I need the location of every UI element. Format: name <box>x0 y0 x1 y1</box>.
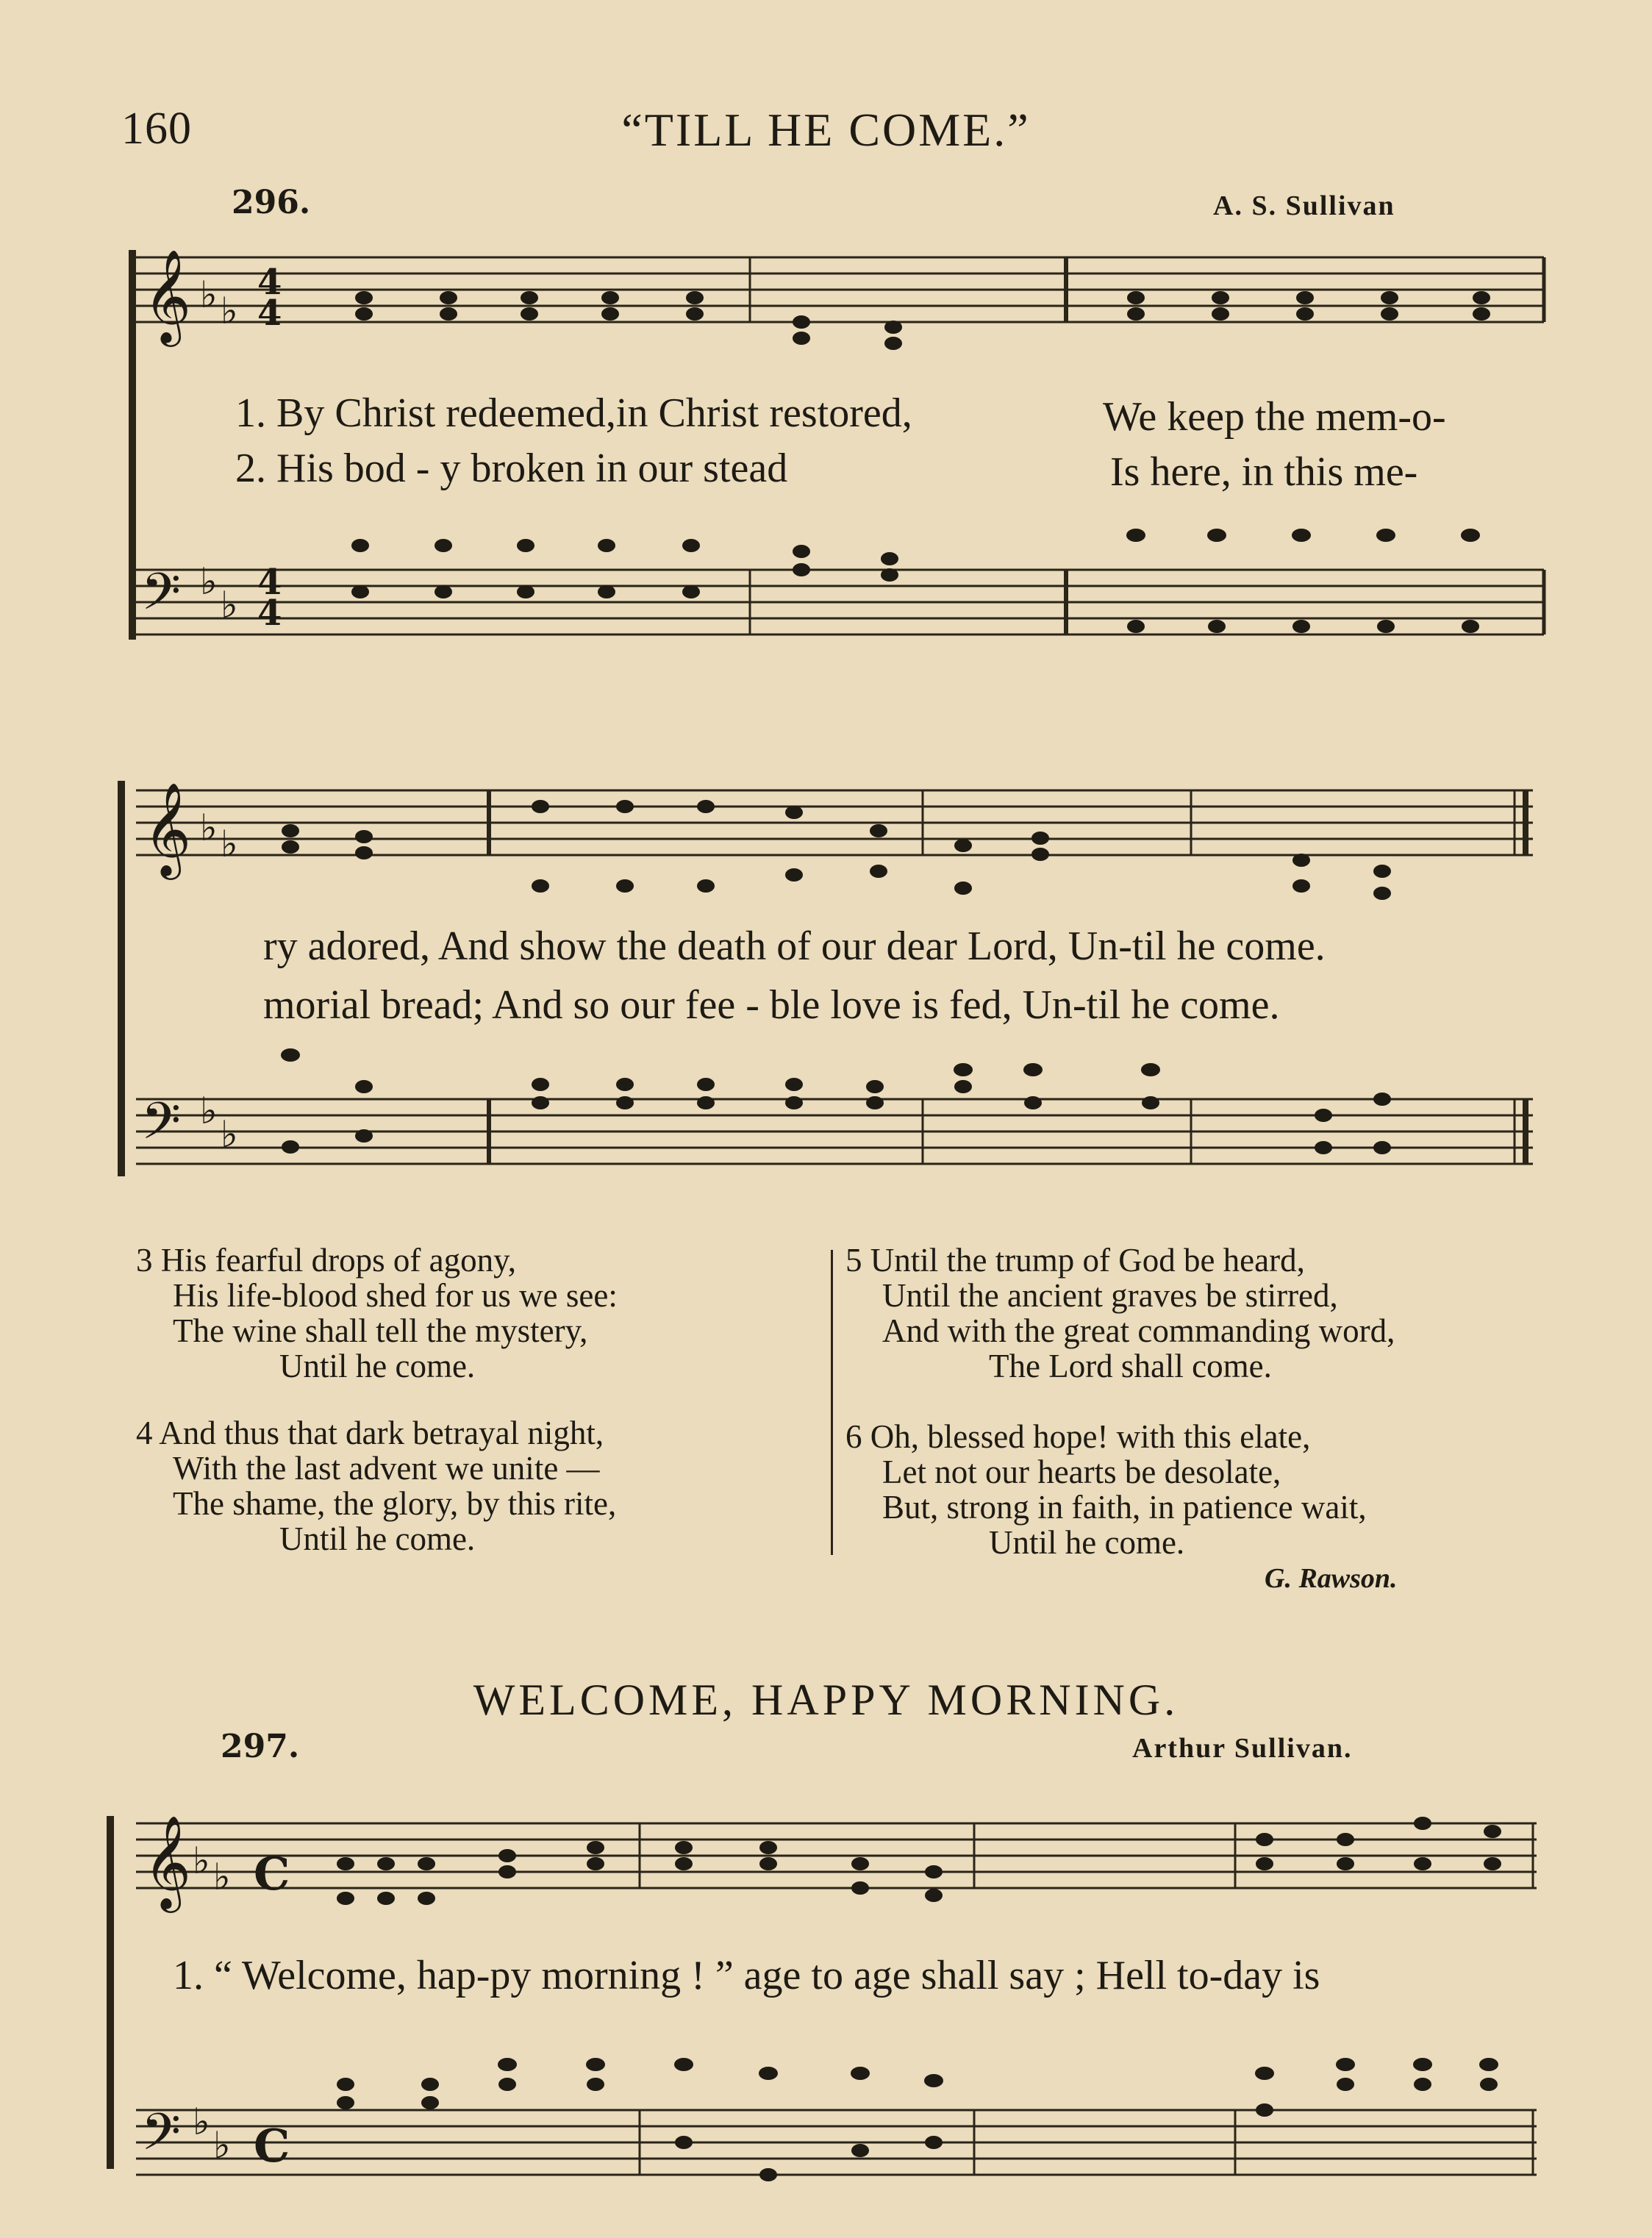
svg-text:♭: ♭ <box>221 1113 238 1156</box>
svg-text:4: 4 <box>257 593 282 634</box>
svg-text:𝄢: 𝄢 <box>141 562 182 634</box>
hymn-297-verse-1-line-1: 1. “ Welcome, hap-py morning ! ” age to age shall say ; Hell to-day is <box>173 1953 1320 1998</box>
stanza-line: 5 Until the trump of God be heard, <box>845 1242 1305 1279</box>
hymn-296-author: G. Rawson. <box>1265 1563 1398 1594</box>
svg-text:♭: ♭ <box>193 2101 210 2143</box>
svg-text:♭: ♭ <box>213 2124 231 2167</box>
hymn-297-number: 297. <box>221 1728 300 1765</box>
hymn-296-number: 296. <box>232 184 311 221</box>
svg-text:♭: ♭ <box>213 1856 231 1898</box>
svg-text:♭: ♭ <box>200 274 218 316</box>
stanza-line: 3 His fearful drops of agony, <box>136 1242 516 1279</box>
stanza-line: The wine shall tell the mystery, <box>173 1312 588 1349</box>
stanza-line: His life-blood shed for us we see: <box>173 1277 618 1314</box>
hymn-296-verse-1-line-1: 1. By Christ redeemed,in Christ restored, <box>235 390 912 436</box>
stanza-line: Until the ancient graves be stirred, <box>882 1277 1338 1314</box>
svg-text:♭: ♭ <box>221 823 238 865</box>
stanza-line: Until he come. <box>279 1348 476 1384</box>
hymn-296-verse-2-line-1-end: Is here, in this me- <box>1110 449 1418 495</box>
running-title: “TILL HE COME.” <box>621 104 1031 156</box>
hymn-296-verse-2-line-1: 2. His bod - y broken in our stead <box>235 446 788 491</box>
hymn-296-verse-1-line-1-end: We keep the mem-o- <box>1103 394 1446 440</box>
svg-text:4: 4 <box>257 562 282 603</box>
hymn-297-title: WELCOME, HAPPY MORNING. <box>473 1676 1179 1724</box>
svg-text:♭: ♭ <box>221 290 238 332</box>
svg-text:♭: ♭ <box>193 1840 210 1882</box>
stanza-line: Until he come. <box>989 1524 1185 1561</box>
svg-text:𝄢: 𝄢 <box>141 1091 182 1163</box>
svg-text:♭: ♭ <box>200 807 218 849</box>
svg-text:𝄢: 𝄢 <box>141 2102 182 2174</box>
svg-text:4: 4 <box>257 262 282 303</box>
hymn-296-verse-1-line-2: ry adored, And show the death of our dear Lord, Un-til he come. <box>263 923 1326 969</box>
svg-text:4: 4 <box>257 293 282 334</box>
stanza-line: The shame, the glory, by this rite, <box>173 1485 617 1522</box>
svg-text:𝄞: 𝄞 <box>143 1815 192 1909</box>
stanza-line: The Lord shall come. <box>989 1348 1272 1384</box>
svg-text:C: C <box>254 1847 290 1901</box>
svg-text:𝄞: 𝄞 <box>143 249 192 343</box>
svg-text:♭: ♭ <box>200 560 218 603</box>
svg-text:♭: ♭ <box>221 584 238 626</box>
hymn-297-composer: Arthur Sullivan. <box>1132 1733 1353 1764</box>
stanza-line: 6 Oh, blessed hope! with this elate, <box>845 1418 1311 1455</box>
stanza-line: Let not our hearts be desolate, <box>882 1454 1281 1490</box>
page-number: 160 <box>121 104 192 154</box>
hymn-296-verse-2-line-2: morial bread; And so our fee - ble love is fed, Un-til he come. <box>263 982 1280 1028</box>
stanza-line: Until he come. <box>279 1520 476 1557</box>
stanza-line: 4 And thus that dark betrayal night, <box>136 1415 604 1451</box>
svg-text:♭: ♭ <box>200 1090 218 1132</box>
stanza-line: But, strong in faith, in patience wait, <box>882 1489 1367 1526</box>
stanza-line: And with the great commanding word, <box>882 1312 1395 1349</box>
hymn-296-composer: A. S. Sullivan <box>1213 190 1395 221</box>
svg-text:C: C <box>254 2119 290 2173</box>
stanza-line: With the last advent we unite — <box>173 1450 600 1487</box>
svg-text:𝄞: 𝄞 <box>143 782 192 876</box>
